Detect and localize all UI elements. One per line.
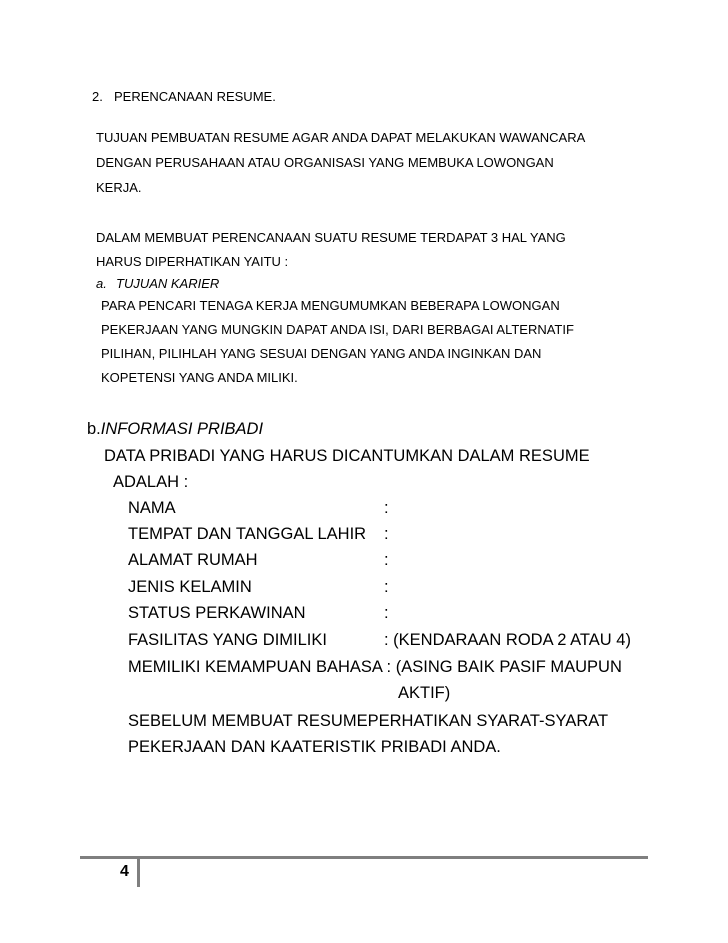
field-label: NAMA [128, 499, 176, 517]
item-a-line: PILIHAN, PILIHLAH YANG SESUAI DENGAN YANG ANDA INGINKAN DAN [101, 346, 542, 361]
field-value: : [384, 525, 389, 543]
item-a-line: PEKERJAAN YANG MUNGKIN DAPAT ANDA ISI, DARI BERBAGAI ALTERNATIF [101, 322, 574, 337]
item-b-marker: b. [87, 420, 101, 438]
field-label: JENIS KELAMIN [128, 578, 252, 596]
field-value: : [384, 604, 389, 622]
closing-line: SEBELUM MEMBUAT RESUMEPERHATIKAN SYARAT-SYARAT [128, 712, 609, 730]
paragraph-line: DENGAN PERUSAHAAN ATAU ORGANISASI YANG MEMBUKA LOWONGAN [96, 155, 554, 170]
item-b-title: INFORMASI PRIBADI [100, 420, 264, 438]
paragraph-line: KERJA. [96, 180, 142, 195]
section-number: 2. [92, 89, 103, 104]
closing-line: PEKERJAAN DAN KAATERISTIK PRIBADI ANDA. [128, 738, 501, 756]
item-a-line: KOPETENSI YANG ANDA MILIKI. [101, 370, 298, 385]
footer-separator [137, 856, 140, 887]
paragraph-line: TUJUAN PEMBUATAN RESUME AGAR ANDA DAPAT MELAKUKAN WAWANCARA [96, 130, 586, 145]
section-title: PERENCANAAN RESUME. [114, 89, 276, 104]
language-line-cont: AKTIF) [398, 684, 451, 702]
page-number: 4 [120, 863, 129, 880]
field-value: : (KENDARAAN RODA 2 ATAU 4) [384, 631, 631, 649]
field-label: TEMPAT DAN TANGGAL LAHIR [128, 525, 367, 543]
field-value: : [384, 551, 389, 569]
item-a-marker: a. [96, 276, 107, 291]
item-a-line: PARA PENCARI TENAGA KERJA MENGUMUMKAN BEBERAPA LOWONGAN [101, 298, 560, 313]
item-b-intro: ADALAH : [113, 473, 189, 491]
field-label: STATUS PERKAWINAN [128, 604, 306, 622]
field-label: FASILITAS YANG DIMILIKI [128, 631, 327, 649]
section-heading [92, 89, 276, 105]
language-line: MEMILIKI KEMAMPUAN BAHASA : (ASING BAIK PASIF MAUPUN [128, 658, 622, 676]
item-a-heading [96, 276, 219, 292]
item-a-title: TUJUAN KARIER [116, 276, 220, 291]
paragraph-line: HARUS DIPERHATIKAN YAITU : [96, 254, 289, 269]
field-value: : [384, 578, 389, 596]
item-b-intro: DATA PRIBADI YANG HARUS DICANTUMKAN DALAM RESUME [104, 447, 590, 465]
field-label: ALAMAT RUMAH [128, 551, 258, 569]
item-b-heading [87, 419, 263, 439]
field-value: : [384, 499, 389, 517]
paragraph-line: DALAM MEMBUAT PERENCANAAN SUATU RESUME TERDAPAT 3 HAL YANG [96, 230, 566, 245]
footer-rule [80, 856, 648, 859]
